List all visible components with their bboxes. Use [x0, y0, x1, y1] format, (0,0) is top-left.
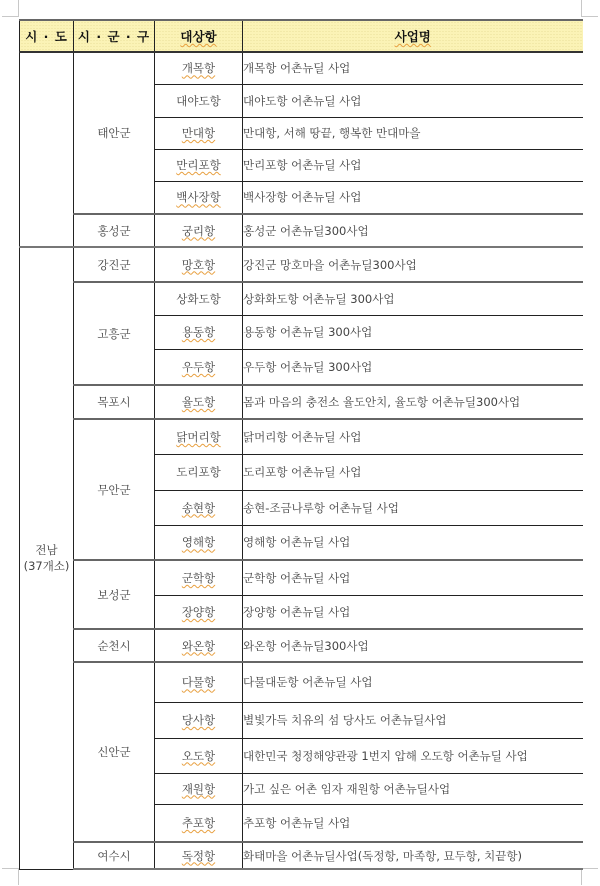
page-corner-mark-bottom-left [2, 868, 19, 885]
port-cell: 닭머리항 [155, 419, 243, 454]
project-cell: 다물대둔항 어촌뉴딜 사업 [243, 662, 583, 702]
project-cell: 추포항 어촌뉴딜 사업 [243, 804, 583, 842]
table-row [20, 842, 583, 869]
header-sido: 시 · 도 [20, 20, 74, 52]
port-cell: 백사장항 [155, 181, 243, 214]
project-cell: 화태마을 어촌뉴딜사업(독정항, 마족항, 묘두항, 치끝항) [243, 842, 583, 869]
sigungu-cell: 여수시 [74, 842, 155, 869]
table-row [20, 52, 583, 84]
table-row [20, 419, 583, 454]
sigungu-cell: 목포시 [74, 385, 155, 419]
port-cell: 궁리항 [155, 214, 243, 247]
project-cell: 백사장항 어촌뉴딜 사업 [243, 181, 583, 214]
sido-count: (37개소) [23, 559, 70, 574]
port-cell: 송현항 [155, 490, 243, 525]
port-cell: 상화도항 [155, 282, 243, 315]
table-header-row [20, 20, 583, 52]
port-cell: 우두항 [155, 349, 243, 385]
table-row [20, 247, 583, 282]
project-cell: 장양항 어촌뉴딜 사업 [243, 595, 583, 629]
sigungu-cell: 홍성군 [74, 214, 155, 247]
project-cell: 용동항 어촌뉴딜 300사업 [243, 315, 583, 349]
port-cell: 만리포항 [155, 149, 243, 181]
project-cell: 대한민국 청정해양관광 1번지 압해 오도항 어촌뉴딜 사업 [243, 738, 583, 773]
project-cell: 만대항, 서해 땅끝, 행복한 만대마을 [243, 117, 583, 149]
port-cell: 영해항 [155, 525, 243, 560]
table-row [20, 560, 583, 595]
port-cell: 대야도항 [155, 84, 243, 117]
project-cell: 와온항 어촌뉴딜300사업 [243, 629, 583, 662]
sigungu-cell: 태안군 [74, 52, 155, 214]
project-cell: 영해항 어촌뉴딜 사업 [243, 525, 583, 560]
fishing-village-new-deal-table [19, 19, 583, 870]
project-cell: 닭머리항 어촌뉴딜 사업 [243, 419, 583, 454]
header-port: 대상항 [155, 20, 243, 52]
port-cell: 당사항 [155, 702, 243, 738]
table-row [20, 385, 583, 419]
port-cell: 만대항 [155, 117, 243, 149]
project-cell: 군학항 어촌뉴딜 사업 [243, 560, 583, 595]
port-cell: 망호항 [155, 247, 243, 282]
page-corner-mark-top-right [581, 0, 598, 17]
project-cell: 홍성군 어촌뉴딜300사업 [243, 214, 583, 247]
port-cell: 개목항 [155, 52, 243, 84]
project-cell: 별빛가득 치유의 섬 당사도 어촌뉴딜사업 [243, 702, 583, 738]
sigungu-cell: 신안군 [74, 662, 155, 842]
port-cell: 추포항 [155, 804, 243, 842]
table-row [20, 214, 583, 247]
table-row [20, 662, 583, 702]
sigungu-cell: 무안군 [74, 419, 155, 560]
project-cell: 우두항 어촌뉴딜 300사업 [243, 349, 583, 385]
port-cell: 율도항 [155, 385, 243, 419]
sigungu-cell: 고흥군 [74, 282, 155, 385]
project-cell: 상화화도항 어촌뉴딜 300사업 [243, 282, 583, 315]
sigungu-cell: 순천시 [74, 629, 155, 662]
page-corner-mark-bottom-right [581, 868, 598, 885]
port-cell: 군학항 [155, 560, 243, 595]
project-cell: 강진군 망호마을 어촌뉴딜300사업 [243, 247, 583, 282]
table-row [20, 629, 583, 662]
header-project: 사업명 [243, 20, 583, 52]
header-sigungu: 시 · 군 · 구 [74, 20, 155, 52]
port-cell: 다물항 [155, 662, 243, 702]
page-corner-mark-top-left [2, 0, 19, 17]
sido-cell [20, 52, 74, 247]
sido-name: 전남 [35, 543, 58, 558]
port-cell: 용동항 [155, 315, 243, 349]
port-cell: 장양항 [155, 595, 243, 629]
project-cell: 대야도항 어촌뉴딜 사업 [243, 84, 583, 117]
project-cell: 송현-조금나루항 어촌뉴딜 사업 [243, 490, 583, 525]
port-cell: 도리포항 [155, 454, 243, 490]
sigungu-cell: 강진군 [74, 247, 155, 282]
project-cell: 만리포항 어촌뉴딜 사업 [243, 149, 583, 181]
port-cell: 재원항 [155, 773, 243, 804]
sido-cell [20, 247, 74, 869]
table-row [20, 282, 583, 315]
port-cell: 오도항 [155, 738, 243, 773]
port-cell: 독정항 [155, 842, 243, 869]
project-cell: 도리포항 어촌뉴딜 사업 [243, 454, 583, 490]
project-cell: 개목항 어촌뉴딜 사업 [243, 52, 583, 84]
project-cell: 몸과 마음의 충전소 율도안치, 율도항 어촌뉴딜300사업 [243, 385, 583, 419]
sigungu-cell: 보성군 [74, 560, 155, 629]
port-cell: 와온항 [155, 629, 243, 662]
project-cell: 가고 싶은 어촌 임자 재원항 어촌뉴딜사업 [243, 773, 583, 804]
